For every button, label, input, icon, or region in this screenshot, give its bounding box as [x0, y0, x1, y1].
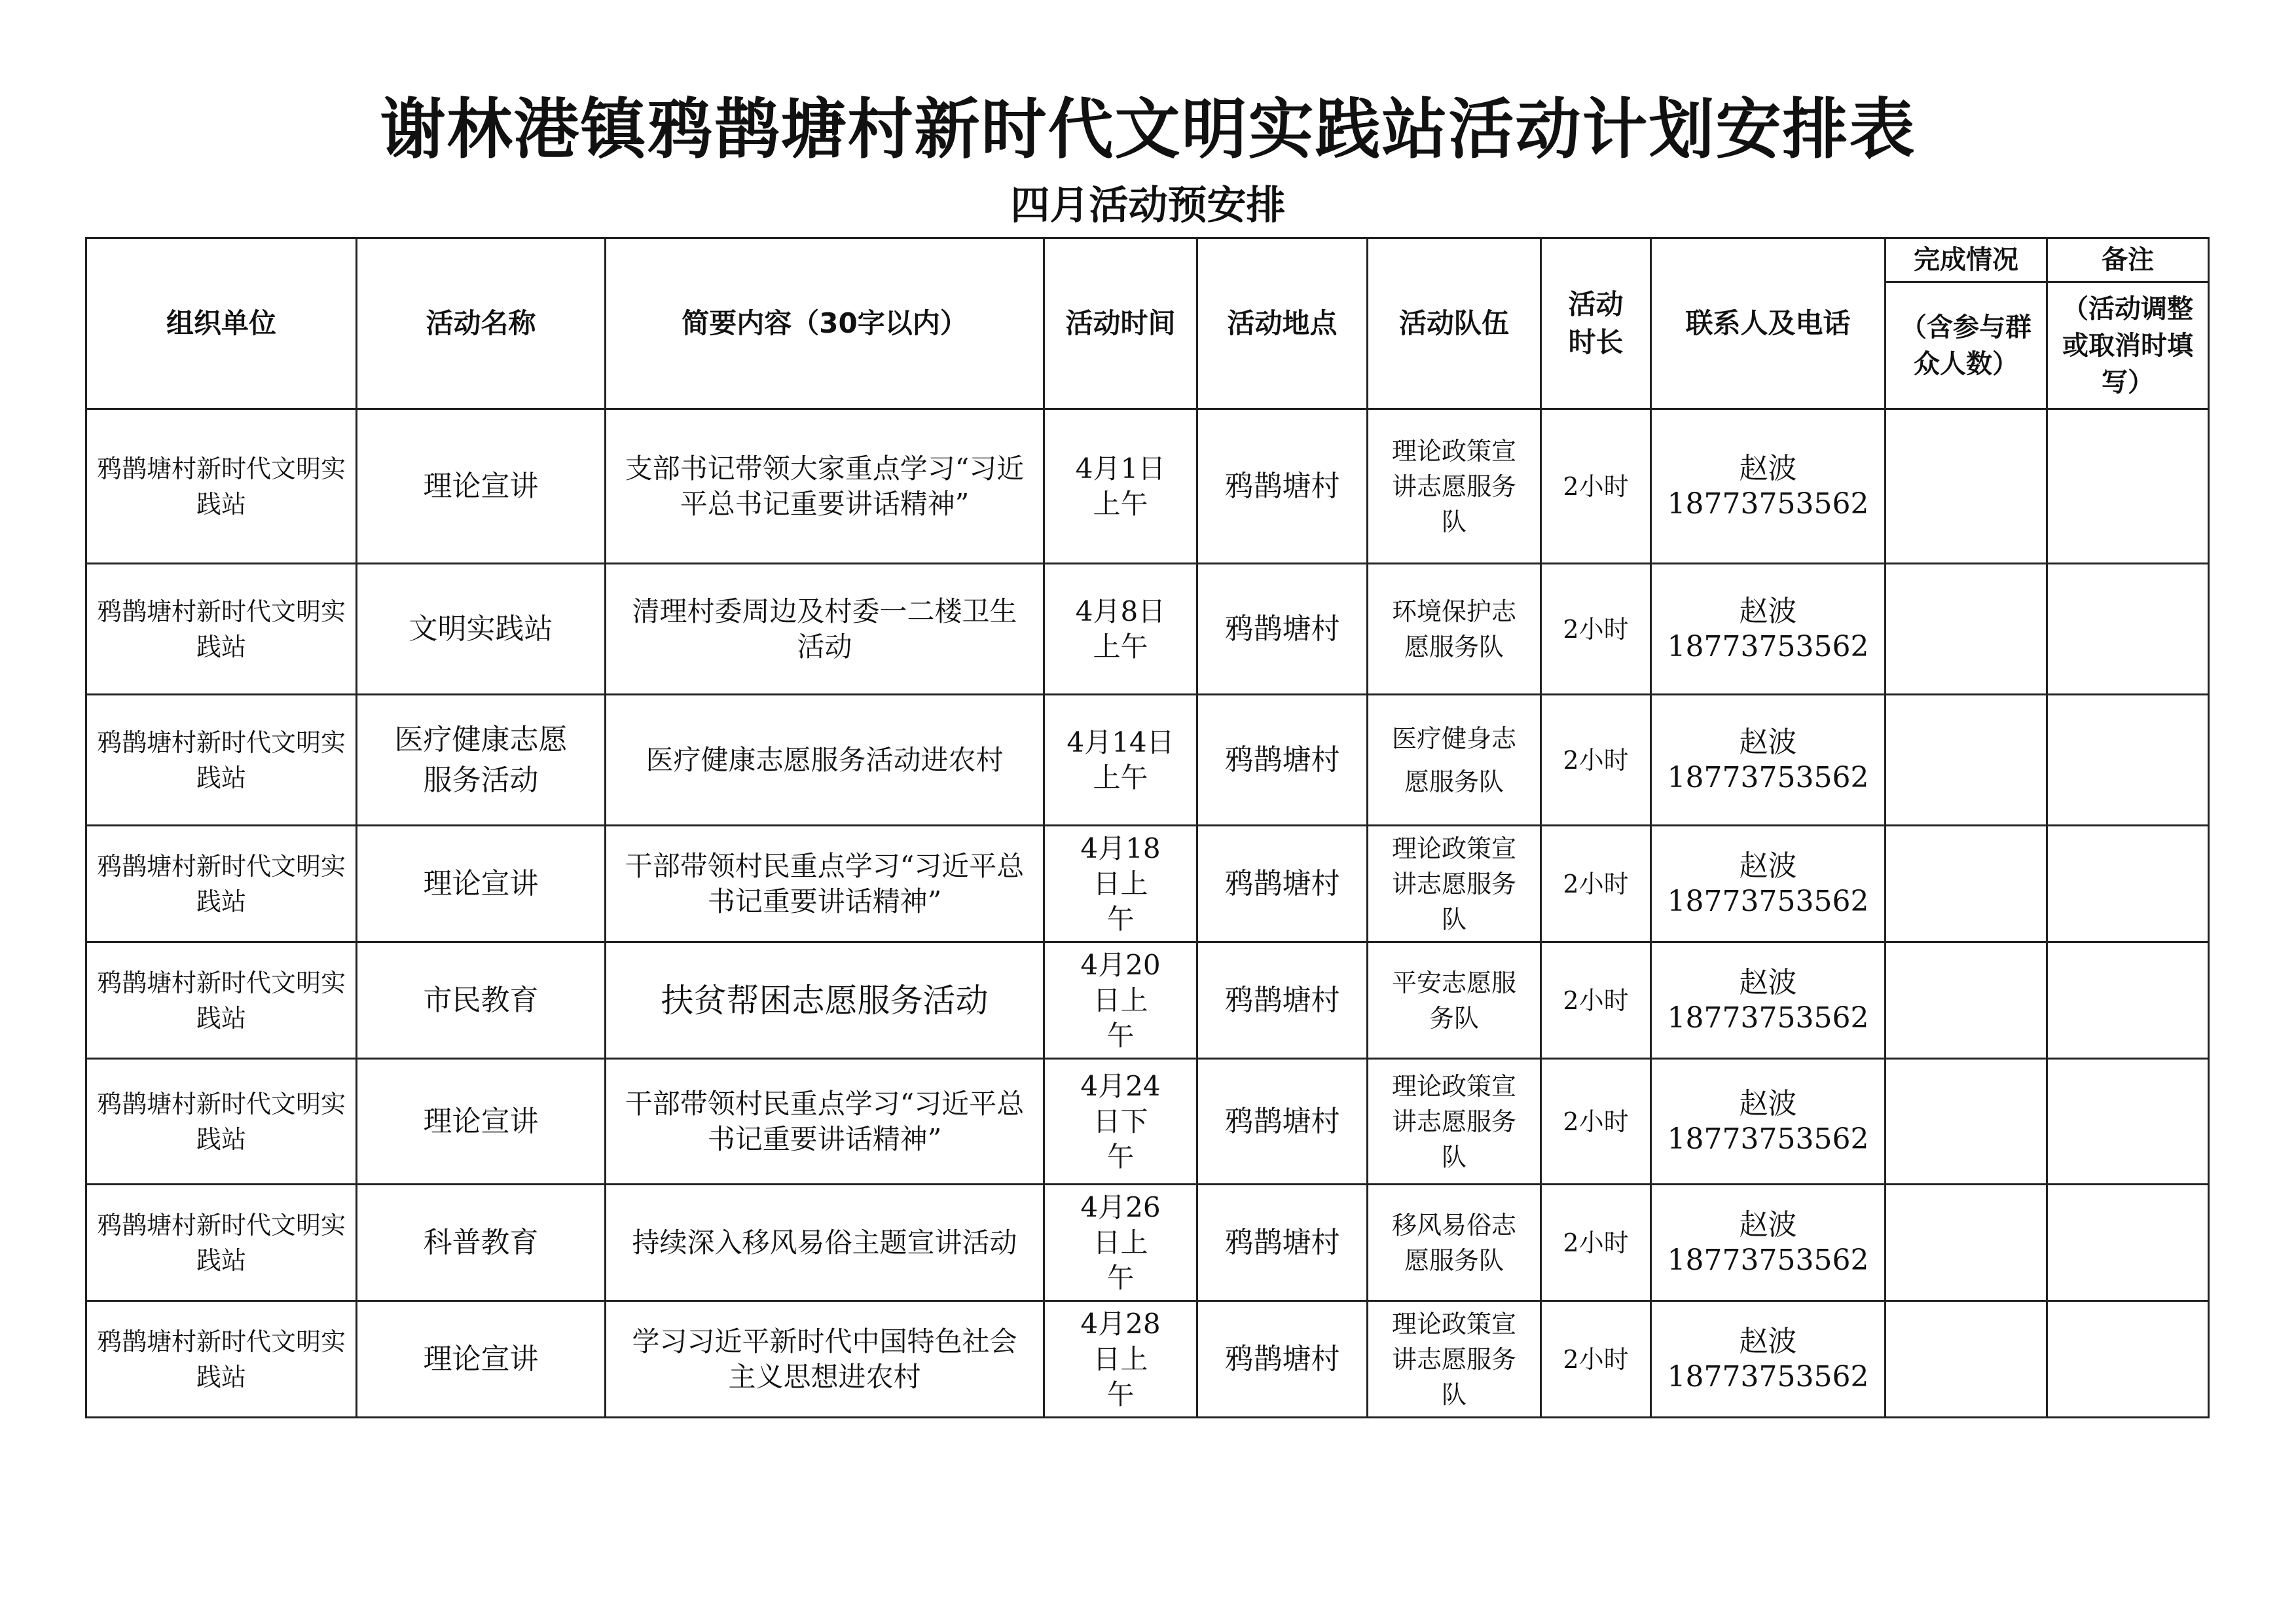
cell-team: 医疗健身志愿服务队 — [1368, 695, 1541, 826]
header-remark: 备注 — [2047, 238, 2209, 282]
contact-phone: 18773753562 — [1667, 1122, 1869, 1156]
contact-name: 赵波 — [1739, 1208, 1797, 1242]
header-completion: 完成情况 — [1886, 238, 2047, 282]
cell-completion — [1886, 1059, 2047, 1185]
cell-remark — [2047, 564, 2209, 695]
cell-remark — [2047, 826, 2209, 942]
cell-activity-name: 医疗健康志愿服务活动 — [357, 695, 606, 826]
cell-completion — [1886, 1185, 2047, 1301]
cell-duration: 2小时 — [1541, 1301, 1651, 1418]
contact-phone: 18773753562 — [1667, 1359, 1869, 1393]
cell-org: 鸦鹊塘村新时代文明实践站 — [86, 1185, 357, 1301]
header-contact: 联系人及电话 — [1651, 238, 1886, 409]
table-row — [86, 1185, 2209, 1301]
cell-completion — [1886, 409, 2047, 564]
cell-duration: 2小时 — [1541, 564, 1651, 695]
cell-team: 理论政策宣讲志愿服务队 — [1368, 1301, 1541, 1418]
cell-content: 学习习近平新时代中国特色社会主义思想进农村 — [606, 1301, 1044, 1418]
cell-content: 医疗健康志愿服务活动进农村 — [606, 695, 1044, 826]
cell-time: 4月20日上午 — [1044, 942, 1197, 1059]
cell-org: 鸦鹊塘村新时代文明实践站 — [86, 409, 357, 564]
cell-content: 干部带领村民重点学习“习近平总书记重要讲话精神” — [606, 826, 1044, 942]
page-subtitle: 四月活动预安排 — [1010, 183, 1286, 229]
contact-name: 赵波 — [1739, 594, 1797, 628]
cell-completion — [1886, 695, 2047, 826]
table-row — [86, 826, 2209, 942]
header-completion-note: （含参与群众人数） — [1886, 282, 2047, 409]
contact-name: 赵波 — [1739, 965, 1797, 999]
cell-content: 清理村委周边及村委一二楼卫生活动 — [606, 564, 1044, 695]
cell-org: 鸦鹊塘村新时代文明实践站 — [86, 695, 357, 826]
header-duration: 活动时长 — [1541, 238, 1651, 409]
table-row — [86, 942, 2209, 1059]
cell-remark — [2047, 695, 2209, 826]
contact-name: 赵波 — [1739, 1086, 1797, 1120]
cell-org: 鸦鹊塘村新时代文明实践站 — [86, 826, 357, 942]
cell-contact — [1651, 409, 1886, 564]
cell-contact — [1651, 826, 1886, 942]
cell-place: 鸦鹊塘村 — [1197, 695, 1368, 826]
cell-place: 鸦鹊塘村 — [1197, 1301, 1368, 1418]
cell-time: 4月14日上午 — [1044, 695, 1197, 826]
cell-team: 理论政策宣讲志愿服务队 — [1368, 1059, 1541, 1185]
header-content: 简要内容（30字以内） — [606, 238, 1044, 409]
cell-completion — [1886, 942, 2047, 1059]
cell-contact — [1651, 695, 1886, 826]
cell-team: 环境保护志愿服务队 — [1368, 564, 1541, 695]
cell-duration: 2小时 — [1541, 695, 1651, 826]
table-row — [86, 409, 2209, 564]
cell-time: 4月28日上午 — [1044, 1301, 1197, 1418]
cell-org: 鸦鹊塘村新时代文明实践站 — [86, 1301, 357, 1418]
contact-phone: 18773753562 — [1667, 884, 1869, 918]
header-team: 活动队伍 — [1368, 238, 1541, 409]
table-row — [86, 1059, 2209, 1185]
cell-time: 4月18日上午 — [1044, 826, 1197, 942]
cell-content: 支部书记带领大家重点学习“习近平总书记重要讲话精神” — [606, 409, 1044, 564]
cell-contact — [1651, 1059, 1886, 1185]
cell-place: 鸦鹊塘村 — [1197, 564, 1368, 695]
cell-activity-name: 理论宣讲 — [357, 826, 606, 942]
cell-activity-name: 理论宣讲 — [357, 409, 606, 564]
cell-duration: 2小时 — [1541, 1059, 1651, 1185]
cell-contact — [1651, 1301, 1886, 1418]
cell-place: 鸦鹊塘村 — [1197, 409, 1368, 564]
table-row — [86, 1301, 2209, 1418]
cell-time: 4月1日上午 — [1044, 409, 1197, 564]
cell-place: 鸦鹊塘村 — [1197, 942, 1368, 1059]
cell-activity-name: 科普教育 — [357, 1185, 606, 1301]
cell-time: 4月24日下午 — [1044, 1059, 1197, 1185]
cell-activity-name: 理论宣讲 — [357, 1301, 606, 1418]
cell-team: 理论政策宣讲志愿服务队 — [1368, 826, 1541, 942]
cell-remark — [2047, 409, 2209, 564]
contact-name: 赵波 — [1739, 1324, 1797, 1358]
cell-activity-name: 市民教育 — [357, 942, 606, 1059]
contact-name: 赵波 — [1739, 451, 1797, 485]
cell-contact — [1651, 1185, 1886, 1301]
cell-duration: 2小时 — [1541, 826, 1651, 942]
cell-team: 理论政策宣讲志愿服务队 — [1368, 409, 1541, 564]
contact-phone: 18773753562 — [1667, 760, 1869, 794]
contact-name: 赵波 — [1739, 849, 1797, 883]
cell-team: 移风易俗志愿服务队 — [1368, 1185, 1541, 1301]
contact-phone: 18773753562 — [1667, 487, 1869, 521]
contact-name: 赵波 — [1739, 725, 1797, 759]
cell-completion — [1886, 826, 2047, 942]
cell-time: 4月26日上午 — [1044, 1185, 1197, 1301]
cell-duration: 2小时 — [1541, 1185, 1651, 1301]
cell-org: 鸦鹊塘村新时代文明实践站 — [86, 942, 357, 1059]
contact-phone: 18773753562 — [1667, 629, 1869, 663]
header-remark-note: （活动调整或取消时填写） — [2047, 282, 2209, 409]
cell-team: 平安志愿服务队 — [1368, 942, 1541, 1059]
contact-phone: 18773753562 — [1667, 1243, 1869, 1277]
cell-content: 持续深入移风易俗主题宣讲活动 — [606, 1185, 1044, 1301]
cell-duration: 2小时 — [1541, 409, 1651, 564]
header-time: 活动时间 — [1044, 238, 1197, 409]
cell-completion — [1886, 564, 2047, 695]
cell-duration: 2小时 — [1541, 942, 1651, 1059]
cell-content: 扶贫帮困志愿服务活动 — [606, 942, 1044, 1059]
table-row — [86, 695, 2209, 826]
table-row — [86, 564, 2209, 695]
cell-remark — [2047, 1301, 2209, 1418]
contact-phone: 18773753562 — [1667, 1001, 1869, 1035]
cell-remark — [2047, 942, 2209, 1059]
cell-contact — [1651, 564, 1886, 695]
cell-remark — [2047, 1059, 2209, 1185]
cell-activity-name: 理论宣讲 — [357, 1059, 606, 1185]
cell-remark — [2047, 1185, 2209, 1301]
page-title: 谢林港镇鸦鹊塘村新时代文明实践站活动计划安排表 — [380, 91, 1916, 168]
cell-content: 干部带领村民重点学习“习近平总书记重要讲话精神” — [606, 1059, 1044, 1185]
cell-place: 鸦鹊塘村 — [1197, 1059, 1368, 1185]
cell-activity-name: 文明实践站 — [357, 564, 606, 695]
cell-org: 鸦鹊塘村新时代文明实践站 — [86, 1059, 357, 1185]
activity-plan-table — [85, 237, 2210, 1418]
cell-org: 鸦鹊塘村新时代文明实践站 — [86, 564, 357, 695]
header-row — [86, 238, 2209, 282]
cell-time: 4月8日上午 — [1044, 564, 1197, 695]
cell-place: 鸦鹊塘村 — [1197, 826, 1368, 942]
cell-completion — [1886, 1301, 2047, 1418]
header-activity-name: 活动名称 — [357, 238, 606, 409]
header-place: 活动地点 — [1197, 238, 1368, 409]
cell-contact — [1651, 942, 1886, 1059]
cell-place: 鸦鹊塘村 — [1197, 1185, 1368, 1301]
header-org: 组织单位 — [86, 238, 357, 409]
